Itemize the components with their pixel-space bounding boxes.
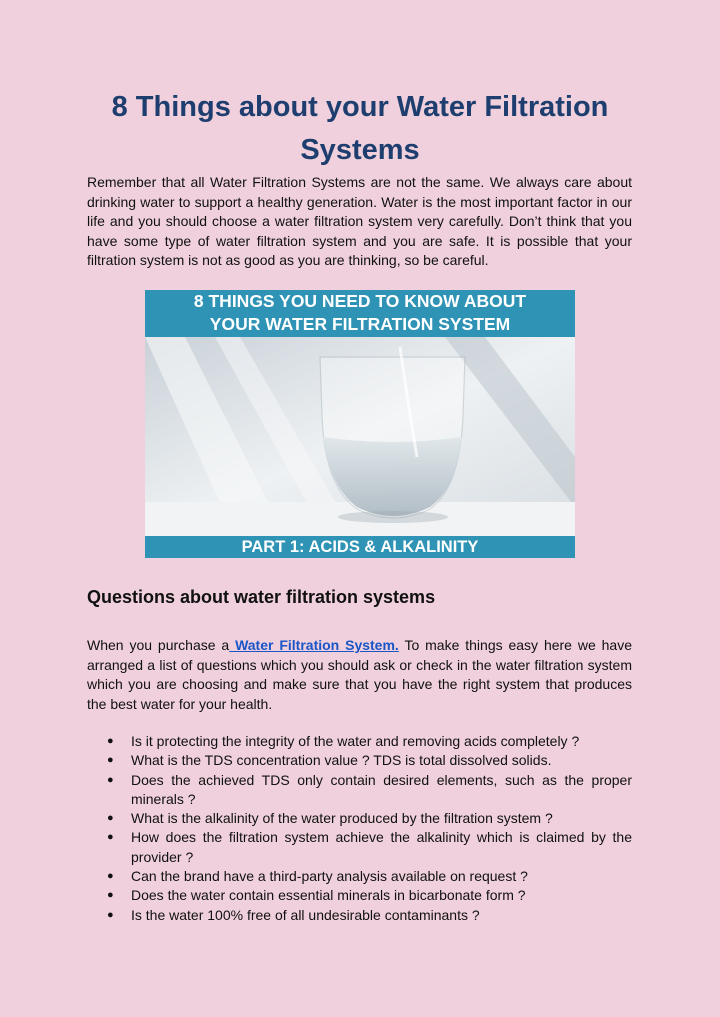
list-item bbox=[87, 732, 632, 751]
list-item-text: What is the TDS concentration value ? TDS is total dissolved solids. bbox=[131, 752, 552, 769]
list-item-text: Can the brand have a third-party analysis available on request ? bbox=[131, 868, 528, 885]
bullet-icon: ● bbox=[107, 773, 114, 786]
purchase-paragraph bbox=[87, 636, 632, 714]
bullet-icon: ● bbox=[107, 870, 114, 883]
paragraph-text-after: To make things easy here we have arranged a list of questions which you should ask or check in the water filtration system which you are choosing and make sure that you have the right system that produces the best water for your health. bbox=[87, 637, 632, 712]
hero-image bbox=[145, 290, 575, 558]
list-item bbox=[87, 828, 632, 867]
list-item bbox=[87, 867, 632, 886]
paragraph-text-before: When you purchase a bbox=[87, 637, 230, 653]
list-item-text: Is the water 100% free of all undesirable contaminants ? bbox=[131, 906, 480, 923]
list-item bbox=[87, 771, 632, 810]
list-item bbox=[87, 886, 632, 905]
questions-list bbox=[87, 732, 632, 925]
hero-top-line-2: YOUR WATER FILTRATION SYSTEM bbox=[209, 314, 511, 334]
hero-bottom-banner: PART 1: ACIDS & ALKALINITY bbox=[145, 536, 575, 558]
list-item bbox=[87, 906, 632, 925]
water-glass-illustration bbox=[145, 337, 575, 536]
section-heading: Questions about water filtration systems bbox=[87, 587, 436, 607]
bullet-icon: ● bbox=[107, 831, 114, 844]
list-item-text: What is the alkalinity of the water produced by the filtration system ? bbox=[131, 810, 553, 827]
bullet-icon: ● bbox=[107, 889, 114, 902]
bullet-icon: ● bbox=[107, 754, 114, 767]
intro-paragraph: Remember that all Water Filtration Systems are not the same. We always care about drinking water to support a healthy generation. Water is the most important factor in our life and you should choose a water filtration system very carefully. Don’t think that you have some type of water filtration system and you are safe. It is possible that your filtration system is not as good as you are thinking, so be careful. bbox=[87, 174, 632, 268]
list-item bbox=[87, 809, 632, 828]
bullet-icon: ● bbox=[107, 812, 114, 825]
bullet-icon: ● bbox=[107, 908, 114, 921]
hero-top-line-1: 8 THINGS YOU NEED TO KNOW ABOUT bbox=[193, 291, 527, 311]
bullet-icon: ● bbox=[107, 735, 114, 747]
list-item-text: Does the water contain essential minerals in bicarbonate form ? bbox=[131, 887, 526, 904]
water-filtration-system-link[interactable]: Water Filtration System. bbox=[229, 637, 399, 653]
page-title: 8 Things about your Water Filtration Systems bbox=[111, 91, 609, 166]
list-item-text: Is it protecting the integrity of the water and removing acids completely ? bbox=[131, 733, 580, 749]
list-item-text: How does the filtration system achieve the alkalinity which is claimed by the provider ? bbox=[131, 829, 632, 865]
hero-top-banner bbox=[145, 290, 575, 337]
list-item-text: Does the achieved TDS only contain desired elements, such as the proper minerals ? bbox=[131, 771, 632, 807]
list-item bbox=[87, 751, 632, 770]
